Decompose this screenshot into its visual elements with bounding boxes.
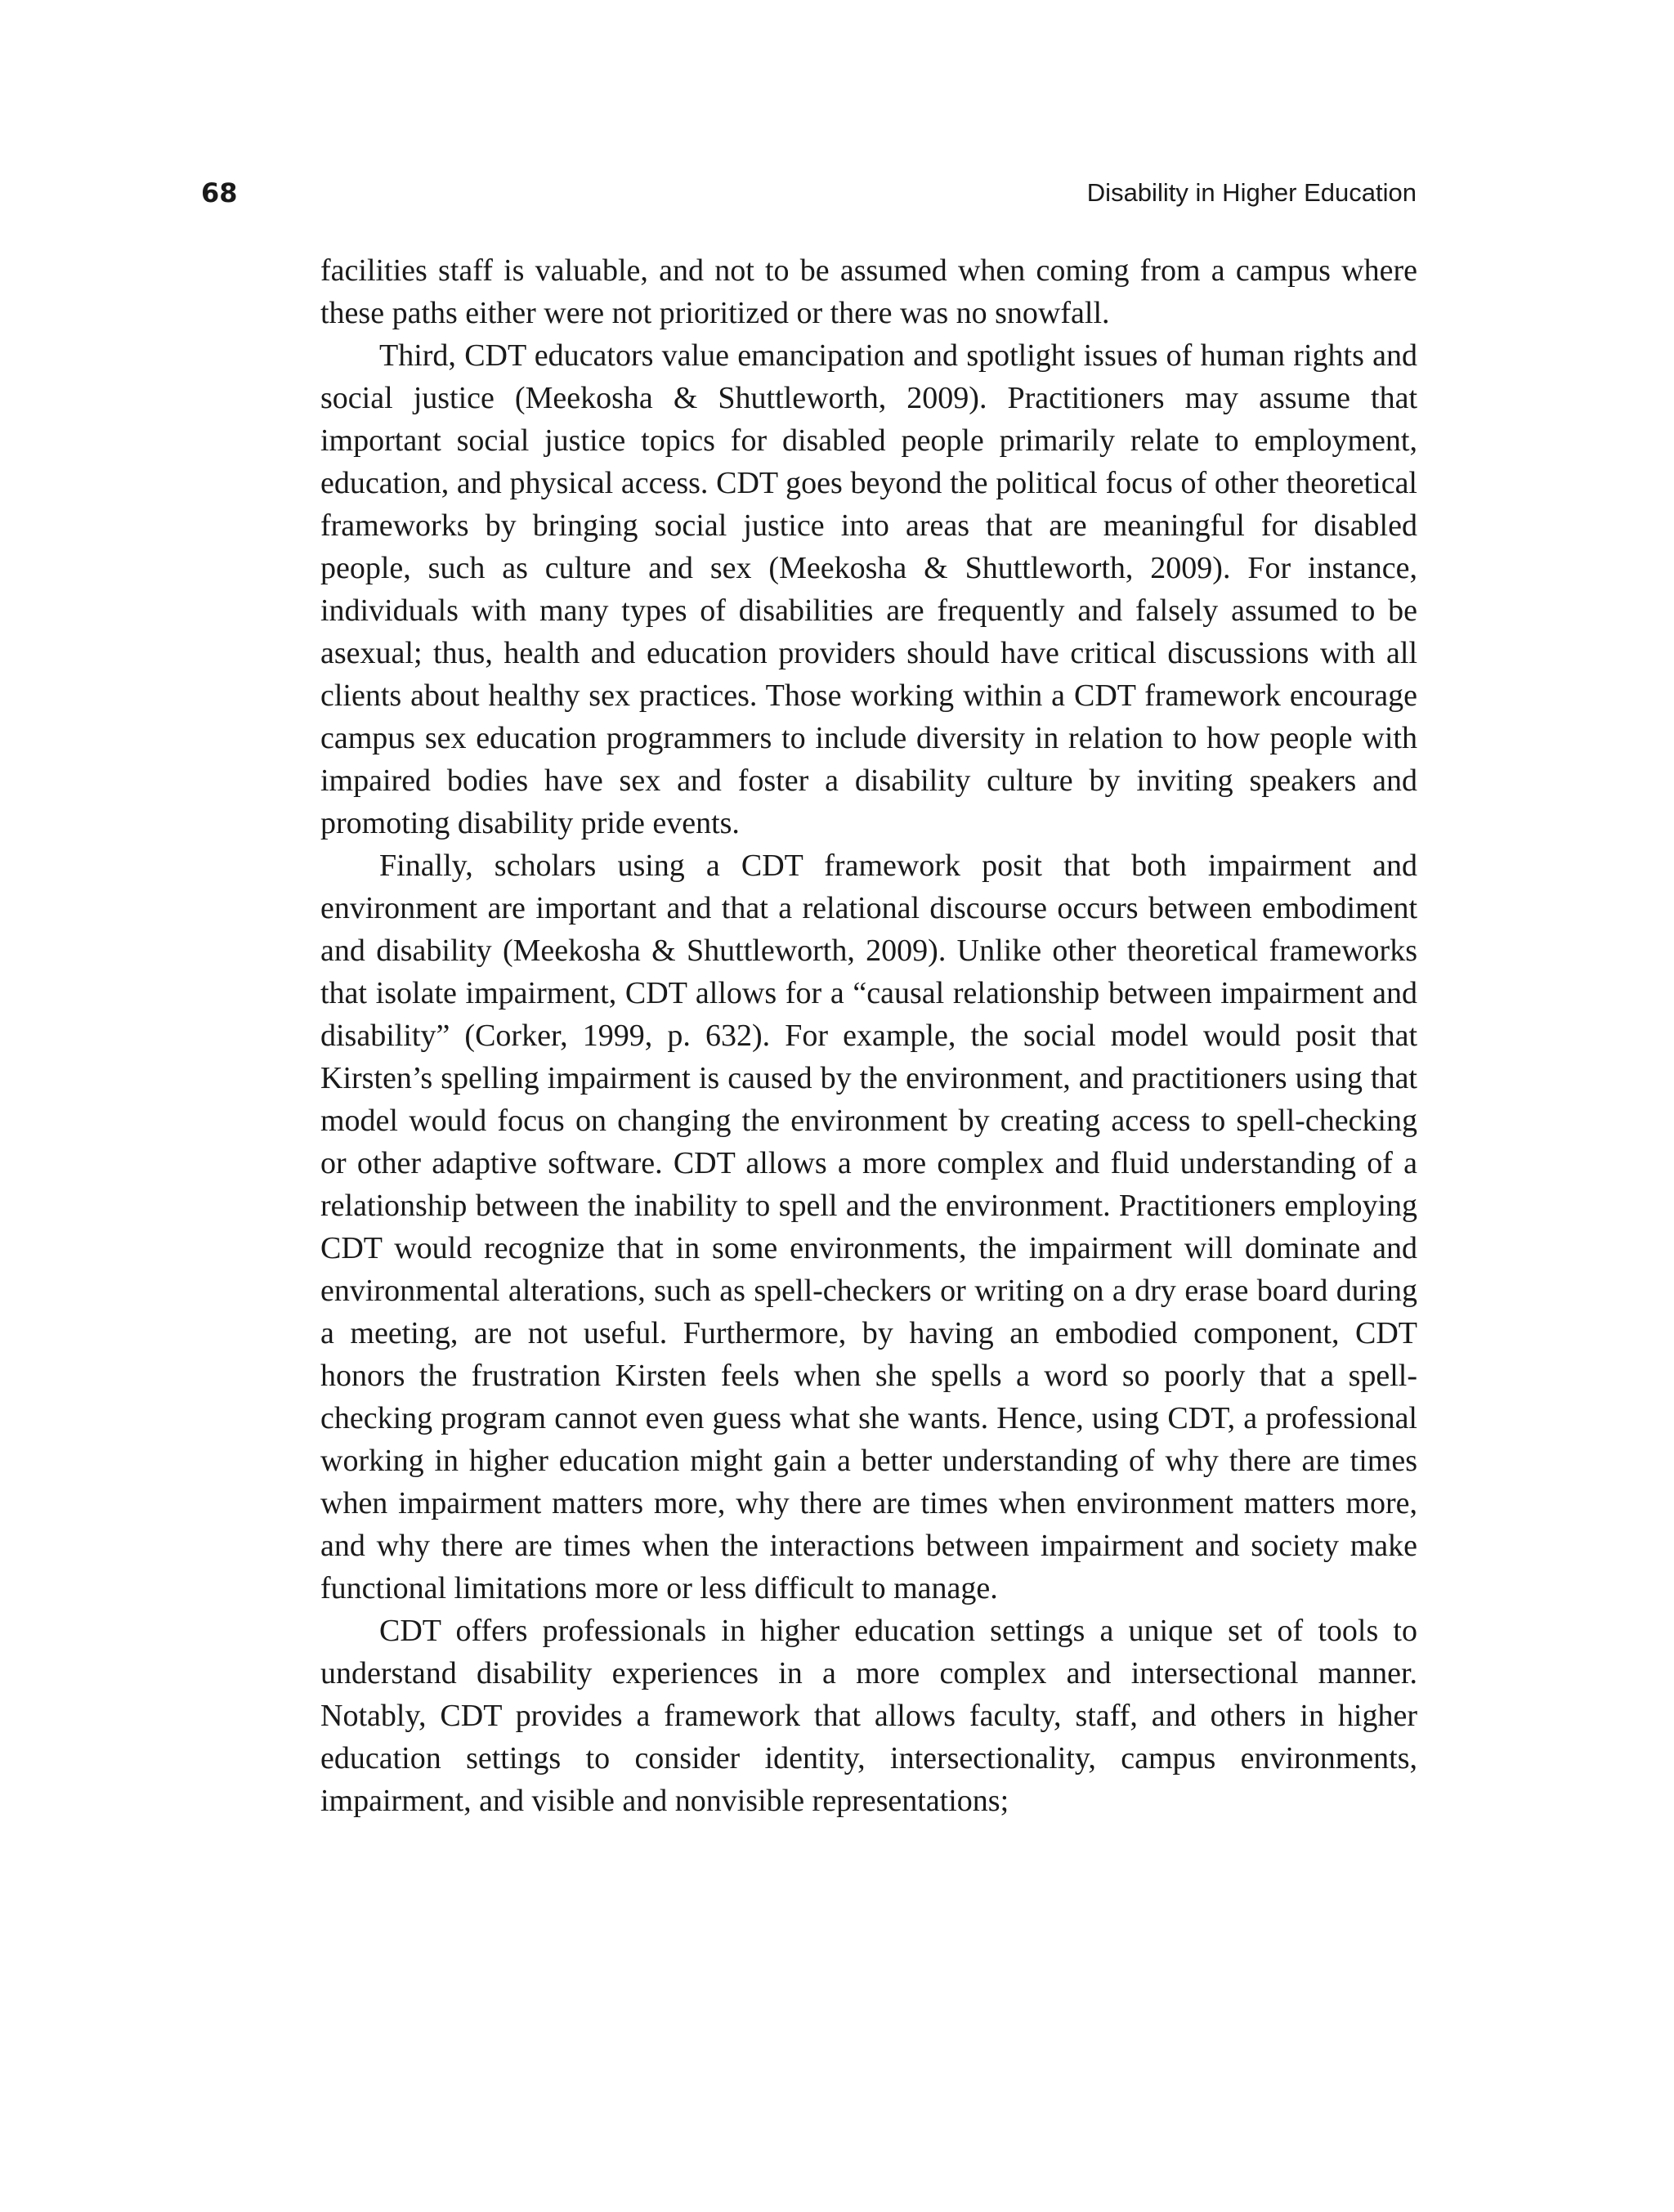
paragraph-third: Third, CDT educators value emancipation and spotlight issues of human rights and social justice (Meekosha & Shuttleworth, 2009). Practitioners may assume that important social justice topics for disabled people primarily relate to employment, education, and physical access. CDT goes beyond the political focus of other theoretical frameworks by bringing social justice into areas that are meaningful for disabled people, such as culture and sex (Meekosha & Shuttleworth, 2009). For instance, individuals with many types of disabilities are frequently and falsely assumed to be asexual; thus, health and education providers should have critical discussions with all clients about healthy sex practices. Those working within a CDT framework encourage campus sex education programmers to include diversity in relation to how people with impaired bodies have sex and foster a disability culture by inviting speakers and promoting disability pride events. (320, 338, 1417, 840)
page-number: 68 (201, 177, 238, 208)
paragraph-finally: Finally, scholars using a CDT framework posit that both impairment and environment are important and that a relational discourse occurs between embodiment and disability (Meekosha & Shuttleworth, 2009). Unlike other theoretical frameworks that isolate impairment, CDT allows for a “causal relationship between impairment and disability” (Corker, 1999, p. 632). For example, the social model would posit that Kirsten’s spelling impairment is caused by the environment, and practitioners using that model would focus on changing the environment by creating access to spell-checking or other adaptive software. CDT allows a more complex and fluid understanding of a relationship between the inability to spell and the environment. Practitioners employing CDT would recognize that in some environments, the impairment will dominate and environmental alterations, such as spell-checkers or writing on a dry erase board during a meeting, are not useful. Furthermore, by having an embodied component, CDT honors the frustration Kirsten feels when she spells a word so poorly that a spell-checking program cannot even guess what she wants. Hence, using CDT, a professional working in higher education might gain a better understanding of why there are times when impairment matters more, why there are times when environment matters more, and why there are times when the interactions between impairment and society make functional limitations more or less difficult to manage. (320, 849, 1417, 1605)
running-title: Disability in Higher Education (1086, 178, 1417, 207)
body-text (320, 249, 1417, 1822)
paragraph-cdt-offers: CDT offers professionals in higher education settings a unique set of tools to understand disability experiences in a more complex and intersectional manner. Notably, CDT provides a framework that allows faculty, staff, and others in higher education settings to consider identity, intersectionality, campus environments, impairment, and visible and nonvisible representations; (320, 1614, 1417, 1818)
paragraph-continued: facilities staff is valuable, and not to be assumed when coming from a campus where these paths either were not prioritized or there was no snowfall. (320, 253, 1417, 330)
